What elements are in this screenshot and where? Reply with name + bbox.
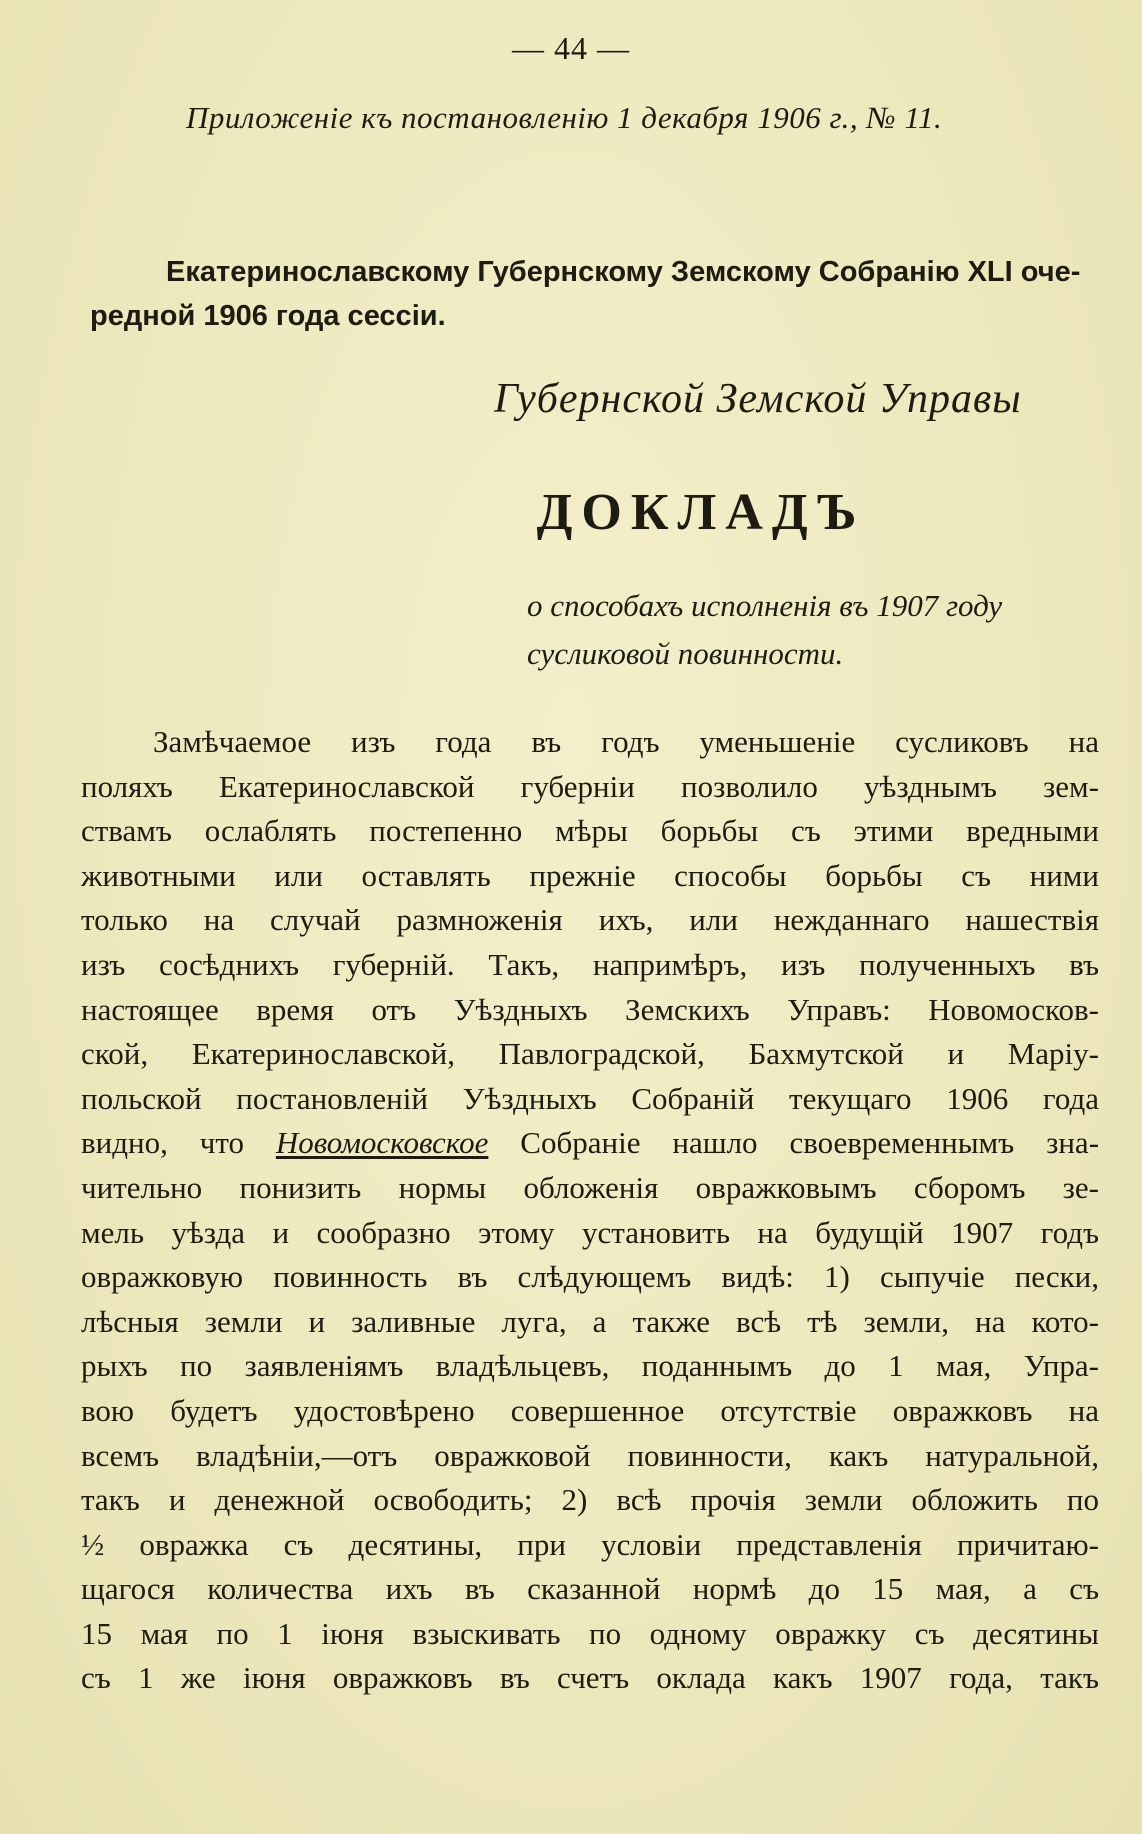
body-line	[81, 1121, 1099, 1166]
body-line: вою будетъ удостовѣрено совершенное отсутствіе овражковъ на	[81, 1392, 1099, 1428]
body-line: польской постановленій Уѣздныхъ Собраній текущаго 1906 года	[81, 1080, 1099, 1116]
body-line-part: Собраніе нашло своевременнымъ зна-	[520, 1125, 1099, 1161]
body-line: мель уѣзда и сообразно этому установить на будущій 1907 годъ	[81, 1214, 1099, 1250]
addressee-heading	[90, 250, 1120, 338]
body-line: только на случай размноженія ихъ, или нежданнаго нашествія	[81, 902, 1099, 938]
body-paragraph	[81, 720, 1099, 1701]
body-line: всемъ владѣніи,—отъ овражковой повинности, какъ натуральной,	[81, 1437, 1099, 1473]
document-subtitle	[527, 582, 1117, 678]
appendix-reference: Приложеніе къ постановленію 1 декабря 1906 г., № 11.	[186, 100, 943, 135]
page-number: — 44 —	[512, 30, 630, 66]
body-line: рыхъ по заявленіямъ владѣльцевъ, поданнымъ до 1 мая, Упра-	[81, 1348, 1099, 1384]
body-line: поляхъ Екатеринославской губерніи позволило уѣзднымъ зем-	[81, 768, 1099, 804]
body-line: животными или оставлять прежніе способы борьбы съ ними	[81, 857, 1099, 893]
body-line: лѣсныя земли и заливные луга, а также всѣ тѣ земли, на кото-	[81, 1303, 1099, 1339]
body-line: овражковую повинность въ слѣдующемъ видѣ: 1) сыпучіе пески,	[81, 1259, 1099, 1295]
body-line-part: видно, что	[81, 1125, 244, 1161]
body-line: съ 1 же іюня овражковъ въ счетъ оклада какъ 1907 года, такъ	[81, 1660, 1099, 1696]
sender-heading: Губернской Земской Управы	[494, 376, 1022, 422]
body-line: ствамъ ослаблять постепенно мѣры борьбы съ этими вредными	[81, 813, 1099, 849]
addressee-line-1: Екатеринославскому Губернскому Земскому Собранію XLI оче-	[166, 256, 1081, 288]
body-line: настоящее время отъ Уѣздныхъ Земскихъ Управъ: Новомосков-	[81, 991, 1099, 1027]
body-line: 15 мая по 1 іюня взыскивать по одному овражку съ десятины	[81, 1615, 1099, 1651]
addressee-line-2: редной 1906 года сессіи.	[90, 300, 446, 332]
body-line: ½ овражка съ десятины, при условіи представленія причитаю-	[81, 1526, 1099, 1562]
document-title: ДОКЛАДЪ	[536, 484, 866, 541]
body-line: щагося количества ихъ въ сказанной нормѣ до 15 мая, а съ	[81, 1571, 1099, 1607]
body-line: изъ сосѣднихъ губерній. Такъ, напримѣръ, изъ полученныхъ въ	[81, 946, 1099, 982]
body-line: Замѣчаемое изъ года въ годъ уменьшеніе сусликовъ на	[153, 724, 1099, 759]
body-line: чительно понизить нормы обложенія овражковымъ сборомъ зе-	[81, 1169, 1099, 1205]
emphasized-name: Новомосковское	[275, 1125, 489, 1161]
subtitle-line-2: сусликовой повинности.	[527, 636, 844, 671]
body-line: ской, Екатеринославской, Павлоградской, Бахмутской и Маріу-	[81, 1036, 1099, 1072]
subtitle-line-1: о способахъ исполненія въ 1907 году	[527, 588, 1003, 623]
body-line: такъ и денежной освободить; 2) всѣ прочія земли обложить по	[81, 1482, 1099, 1518]
